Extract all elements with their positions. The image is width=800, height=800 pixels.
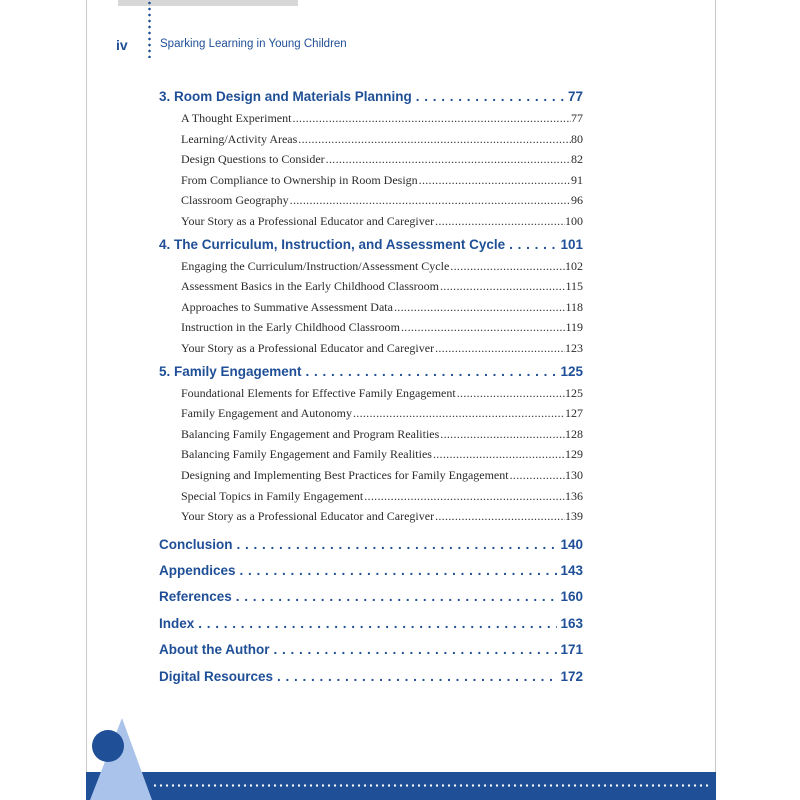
dot-leader [434,338,565,359]
entry-page: 91 [571,172,583,187]
chapter-title: Appendices [159,563,236,579]
toc-references[interactable] [159,584,583,610]
dot-leader [505,234,557,256]
entry-title: Engaging the Curriculum/Instruction/Assessment Cycle [181,258,450,273]
toc-entry[interactable] [159,211,583,232]
dot-leader [432,444,565,465]
entry-page: 123 [565,340,583,355]
dot-leader [236,558,558,584]
dotted-rule-decoration [148,0,151,58]
footer-dotted-rule [152,784,710,787]
chapter-page: 101 [560,236,583,252]
entry-page: 119 [565,320,583,335]
entry-page: 125 [565,385,583,400]
toc-entry[interactable] [159,403,583,424]
dot-leader [439,424,565,445]
entry-title: Instruction in the Early Childhood Classroom [181,320,400,335]
circle-shape [92,730,124,762]
table-of-contents [159,86,583,690]
chapter-title: 5. Family Engagement [159,363,302,379]
chapter-title: Conclusion [159,536,233,552]
dot-leader [434,506,565,527]
running-head: Sparking Learning in Young Children [160,38,347,50]
chapter-page: 77 [567,89,583,104]
toc-conclusion[interactable] [159,532,583,558]
toc-entry[interactable] [159,297,583,318]
dot-leader [269,637,557,663]
entry-title: Design Questions to Consider [181,152,325,167]
dot-leader [400,317,565,338]
chapter-page: 163 [560,615,583,631]
dot-leader [233,532,558,558]
dot-leader [439,276,565,297]
chapter-page: 143 [560,563,583,579]
entry-page: 129 [565,447,583,462]
dot-leader [456,383,565,404]
entry-page: 100 [565,213,583,228]
dot-leader [302,361,558,383]
toc-entry[interactable] [159,256,583,277]
entry-page: 82 [571,152,583,167]
chapter-title: 4. The Curriculum, Instruction, and Assessment Cycle [159,236,506,252]
toc-entry[interactable] [159,444,583,465]
toc-entry[interactable] [159,424,583,445]
dot-leader [509,465,565,486]
entry-page: 102 [565,258,583,273]
dot-leader [434,211,565,232]
entry-title: Balancing Family Engagement and Family Realities [181,447,432,462]
dot-leader [232,584,558,610]
toc-entry[interactable] [159,170,583,191]
chapter-page: 125 [560,363,583,379]
top-bar-decoration [118,0,298,6]
toc-index[interactable] [159,611,583,637]
toc-chapter-4[interactable] [159,234,583,256]
entry-page: 127 [565,406,583,421]
dot-leader [291,108,571,129]
entry-title: Family Engagement and Autonomy [181,406,352,421]
chapter-title: 3. Room Design and Materials Planning [159,89,412,104]
chapter-title: Index [159,615,195,631]
entry-title: A Thought Experiment [181,111,292,125]
entry-title: Assessment Basics in the Early Childhood Classroom [181,279,439,294]
entry-page: 139 [565,509,583,524]
toc-entry[interactable] [159,317,583,338]
toc-entry[interactable] [159,190,583,211]
toc-chapter-5[interactable] [159,361,583,383]
chapter-page: 171 [560,642,583,658]
dot-leader [289,190,571,211]
entry-title: Balancing Family Engagement and Program Realities [181,426,440,441]
toc-entry[interactable] [159,276,583,297]
corner-shapes-decoration [90,718,154,800]
entry-title: Your Story as a Professional Educator and Caregiver [181,213,435,228]
toc-entry[interactable] [159,129,583,150]
dot-leader [273,664,557,690]
dot-leader [412,86,565,108]
chapter-page: 160 [560,589,583,605]
entry-title: Your Story as a Professional Educator and Caregiver [181,509,435,524]
toc-entry[interactable] [159,465,583,486]
entry-page: 136 [565,488,583,503]
toc-entry[interactable] [159,338,583,359]
toc-entry[interactable] [159,486,583,507]
toc-entry[interactable] [159,108,583,129]
page-number: iv [116,37,128,53]
dot-leader [297,129,571,150]
chapter-title: References [159,589,232,605]
entry-title: Special Topics in Family Engagement [181,488,364,503]
entry-title: Foundational Elements for Effective Family Engagement [181,385,456,400]
entry-page: 80 [571,131,583,146]
dot-leader [393,297,565,318]
dot-leader [325,149,571,170]
entry-title: Designing and Implementing Best Practices for Family Engagement [181,467,509,482]
entry-title: Classroom Geography [181,193,289,208]
toc-entry[interactable] [159,383,583,404]
entry-title: Approaches to Summative Assessment Data [181,299,393,314]
entry-title: Learning/Activity Areas [181,131,298,146]
entry-title: Your Story as a Professional Educator and Caregiver [181,340,435,355]
dot-leader [352,403,565,424]
toc-digital-resources[interactable] [159,664,583,690]
dot-leader [418,170,571,191]
toc-chapter-3[interactable] [159,86,583,108]
toc-entry[interactable] [159,506,583,527]
chapter-title: About the Author [159,642,270,658]
toc-entry[interactable] [159,149,583,170]
dot-leader [363,486,565,507]
entry-page: 77 [571,111,583,125]
entry-page: 128 [565,426,583,441]
entry-title: From Compliance to Ownership in Room Design [181,172,418,187]
toc-about-the-author[interactable] [159,637,583,663]
entry-page: 115 [565,279,583,294]
toc-appendices[interactable] [159,558,583,584]
entry-page: 118 [565,299,583,314]
chapter-page: 172 [560,668,583,684]
chapter-page: 140 [560,536,583,552]
chapter-title: Digital Resources [159,668,274,684]
entry-page: 130 [565,467,583,482]
entry-page: 96 [571,193,583,208]
dot-leader [449,256,565,277]
dot-leader [194,611,557,637]
